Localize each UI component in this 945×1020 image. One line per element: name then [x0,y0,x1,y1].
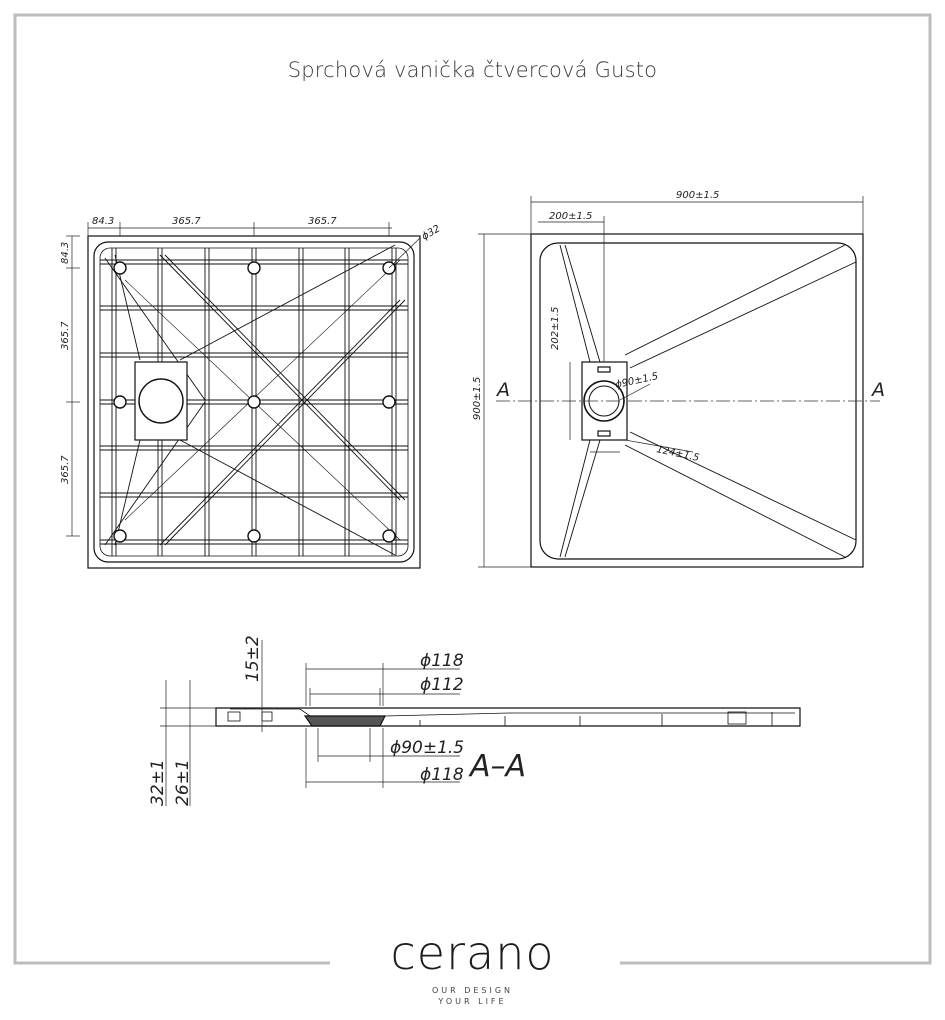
section-dim-d112: ϕ112 [420,675,464,695]
section-mark-left: A [497,379,510,401]
brand-logo-text: cerano [390,926,555,980]
brand-tagline-1: OUR DESIGN [431,986,514,995]
section-dim-h15: 15±2 [243,635,263,682]
section-label: A–A [470,749,527,784]
section-dim-d118-top: ϕ118 [420,651,464,671]
bottom-dim-col2: 365.7 [308,216,337,227]
top-dim-drain-y: 202±1.5 [550,306,561,350]
section-dim-d90: ϕ90±1.5 [390,738,465,758]
top-dim-drain-box: 124±1.5 [655,444,701,464]
top-dim-height: 900±1.5 [472,376,483,420]
bottom-dim-row1: 365.7 [60,321,71,350]
bottom-dim-row2: 365.7 [60,455,71,484]
bottom-dim-col1: 365.7 [172,216,201,227]
bottom-dim-left: 84.3 [92,216,115,227]
page-title: Sprchová vanička čtvercová Gusto [287,58,658,82]
section-mark-right: A [872,379,885,401]
top-dim-width: 900±1.5 [676,190,720,201]
section-dim-h26: 26±1 [173,759,193,806]
bottom-dim-top: 84.3 [60,241,71,264]
brand-tagline-2: YOUR LIFE [438,997,507,1006]
section-dim-d118-bottom: ϕ118 [420,765,464,785]
bottom-dim-hole: ϕ32 [420,223,443,243]
section-dim-h32: 32±1 [148,759,168,806]
top-dim-drain-x: 200±1.5 [549,211,593,222]
top-dim-drain-diam: ϕ90±1.5 [614,371,660,391]
